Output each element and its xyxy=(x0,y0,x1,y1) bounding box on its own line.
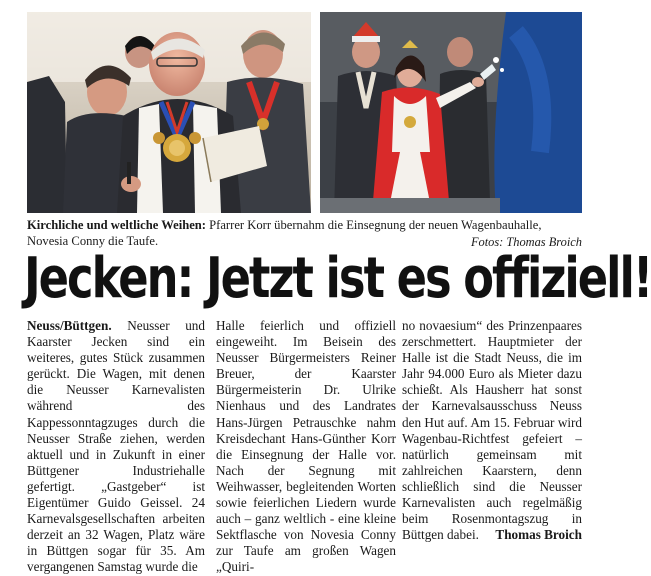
photo-priest-blessing xyxy=(27,12,311,213)
article-column-3-text: no novaesium“ des Prinzenpaares zerschmettert. Hauptmieter der Halle ist die Stadt Neuss, die im Jahr 94.000 Euro als Mieter dazu schießt. Als Hausherr hat sonst der Karnevalsausschuss Neuss den Hut auf. Am 15. Februar wird Wagenbau-Richtfest gefeiert – natürlich gemeinsam mit zahlreichen Kaarstern, denn schließlich sind die Neusser Karnevalisten auch regelmäßig beim Rosenmontagszug in Büttgen dabei. xyxy=(402,318,582,543)
article-headline: Jecken: Jetzt ist es offiziell! xyxy=(24,246,651,311)
caption-text: Pfarrer Korr übernahm die Einsegnung der neuen Wagenbauhalle, Novesia Conny die Taufe. xyxy=(27,218,542,248)
article-column-1-text: Neusser und Kaarster Jecken sind ein weiteres, gutes Stück zusammen gerückt. Die Wagen, mit denen die Neusser Karnevalisten während des Kappessonntagzuges durch die Neusser Straße ziehen, werden aktuell und in Zukunft in einer Büttgener Industriehalle gefertigt. „Gastgeber“ ist Eigentümer Guido Geissel. 24 Karnevalsgesellschaften arbeiten derzeit an 32 Wagen, Platz wäre in Büttgen sogar für 35. Am vergangenen Samstag wurde die xyxy=(27,318,205,575)
article-column-3 xyxy=(402,318,582,558)
article-column-2-text: Halle feierlich und offiziell eingeweiht. Im Beisein des Neusser Bürgermeisters Reiner Breuer, der Kaarster Bürgermeisterin Dr. Ulrike Nienhaus und des Landrates Hans-Jürgen Petrauschke nahm Kreisdechant Hans-Günther Korr die Einsegnung der Halle vor. Nach der Segnung mit Weihwasser, begleitenden Worten sowie feierlichen Liedern wurde auch – ganz weltlich - eine kleine Sektflasche von Novesia Conny zur Taufe am großen Wagen „Quiri- xyxy=(216,318,396,575)
article-dateline: Neuss/Büttgen. xyxy=(27,318,112,333)
article-column-2 xyxy=(216,318,396,575)
article-author: Thomas Broich xyxy=(495,527,582,543)
photo-credit: Fotos: Thomas Broich xyxy=(470,235,582,249)
caption-lead: Kirchliche und weltliche Weihen: xyxy=(27,218,206,232)
photo-novesia-christening xyxy=(320,12,582,213)
article-column-1 xyxy=(27,318,205,575)
